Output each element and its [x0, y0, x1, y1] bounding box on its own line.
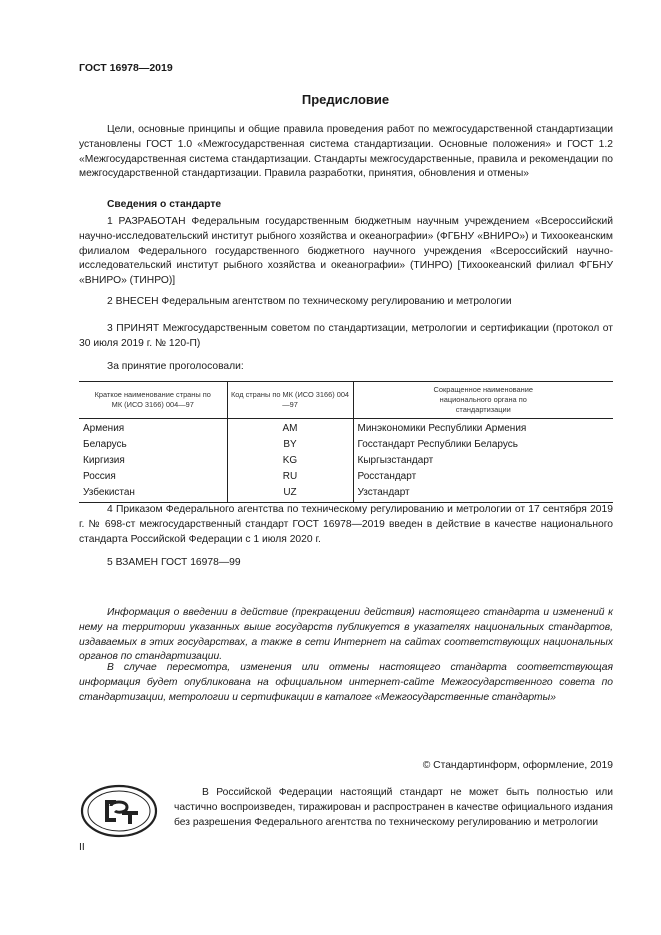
header-country-name: Краткое наименование страны по МК (ИСО 3166) 004—97 — [79, 382, 227, 419]
country-code-cell: AM — [227, 419, 353, 438]
standards-body-cell: Росстандарт — [353, 469, 613, 485]
table-row — [79, 437, 613, 453]
country-name-cell: Узбекистан — [79, 485, 227, 503]
standards-body-cell: Госстандарт Республики Беларусь — [353, 437, 613, 453]
voted-label: За принятие проголосовали: — [107, 361, 244, 372]
standards-body-cell: Кыргызстандарт — [353, 453, 613, 469]
country-name-cell: Киргизия — [83, 455, 125, 466]
table-row — [79, 453, 613, 469]
table-row — [79, 485, 613, 503]
reproduction-restriction-notice: В Российской Федерации настоящий стандарт не может быть полностью или частично воспроизведен, тиражирован и распространен в качестве официального издания без разрешения Федерального агентства по техническому регулированию и метрологии — [174, 787, 613, 828]
header-country-code: Код страны по МК (ИСО 3166) 004—97 — [227, 382, 353, 419]
info-note-paragraph: Информация о введении в действие (прекращении действия) настоящего стандарта и изменений к нему на территории указанных выше государств публикуется в указателях национальных стандартов, издаваемых в этих государствах, а также в сети Интернет на сайтах соответствующих национальных органов по стандартизации. — [79, 607, 613, 663]
country-code-cell: BY — [227, 437, 353, 453]
developed-paragraph: 1 РАЗРАБОТАН Федеральным государственным бюджетным научным учреждением «Всероссийский научно-исследовательский институт рыбного хозяйства и океанографии» (ФГБНУ «ВНИРО») и Тихоокеанским филиалом Федерального государственного бюджетного научного учреждения «Всероссийский научно-исследовательский институт рыбного хозяйства и океанографии» (ТИНРО) [Тихоокеанский филиал ФГБНУ «ВНИРО» (ТИНРО)] — [79, 216, 613, 287]
introduced-paragraph: 2 ВНЕСЕН Федеральным агентством по техническому регулированию и метрологии — [107, 296, 512, 307]
table-header-row — [79, 382, 613, 419]
standard-id-header: ГОСТ 16978—2019 — [79, 62, 173, 74]
country-code-cell: RU — [227, 469, 353, 485]
rst-mark-logo — [80, 784, 158, 838]
table-row — [79, 419, 613, 438]
country-name-cell: Армения — [83, 423, 125, 434]
standards-body-cell: Минэкономики Республики Армения — [353, 419, 613, 438]
country-code-cell: KG — [227, 453, 353, 469]
section-heading: Сведения о стандарте — [107, 199, 222, 210]
page-number: II — [79, 842, 85, 853]
standards-body-cell: Узстандарт — [353, 485, 613, 503]
rst-logo-icon — [80, 784, 158, 838]
page-title: Предисловие — [301, 92, 390, 107]
voting-countries-table — [79, 381, 613, 503]
revision-note-paragraph: В случае пересмотра, изменения или отмены настоящего стандарта соответствующая информация будет опубликована на официальном интернет-сайте Межгосударственного совета по стандартизации, метрологии и сертификации в каталоге «Межгосударственные стандарты» — [79, 662, 613, 703]
country-code-cell: UZ — [227, 485, 353, 503]
table-row — [79, 469, 613, 485]
header-standards-body: Сокращенное наименование национального органа по стандартизации — [353, 382, 613, 419]
enacted-paragraph: 4 Приказом Федерального агентства по техническому регулированию и метрологии от 17 сентября 2019 г. № 698-ст межгосударственный стандарт ГОСТ 16978—2019 введен в действие в качестве национального стандарта Российской Федерации с 1 июля 2020 г. — [79, 504, 613, 545]
foreword-intro-paragraph: Цели, основные принципы и общие правила проведения работ по межгосударственной стандартизации установлены ГОСТ 1.0 «Межгосударственная система стандартизации. Основные положения» и ГОСТ 1.2 «Межгосударственная система стандартизации. Стандарты межгосударственные, правила и рекомендации по межгосударственной стандартизации. Правила разработки, принятия, обновления и отмены» — [79, 124, 613, 180]
copyright-notice: © Стандартинформ, оформление, 2019 — [422, 760, 613, 771]
country-name-cell: Беларусь — [83, 439, 127, 450]
country-name-cell: Россия — [83, 471, 116, 482]
adopted-paragraph: 3 ПРИНЯТ Межгосударственным советом по стандартизации, метрологии и сертификации (протокол от 30 июля 2019 г. № 120-П) — [79, 323, 613, 349]
replaces-paragraph: 5 ВЗАМЕН ГОСТ 16978—99 — [107, 557, 241, 568]
